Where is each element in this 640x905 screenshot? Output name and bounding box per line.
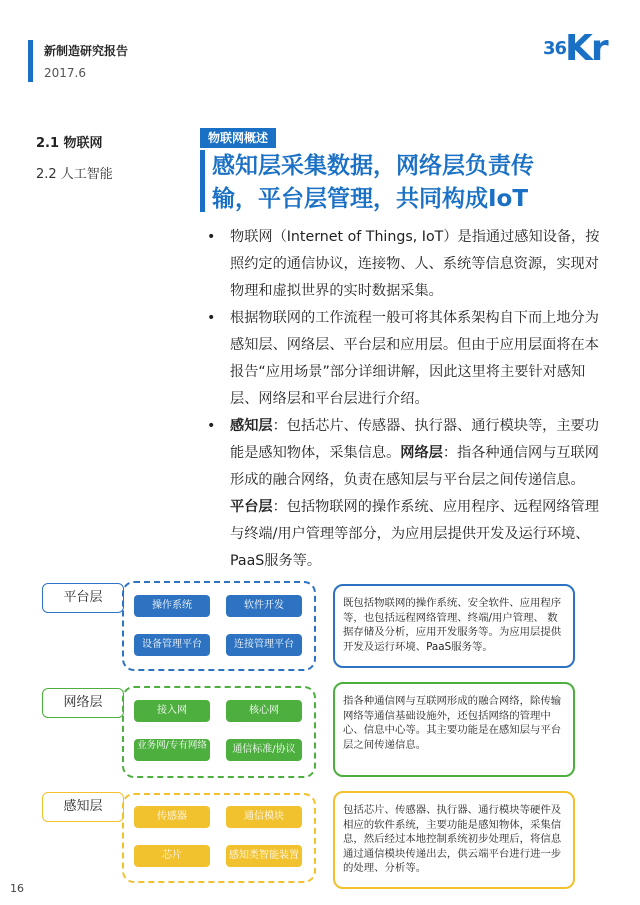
bullet-text: 物联网（Internet of Things, IoT）是指通过感知设备，按照约定的通信协议，连接物、人、系统等信息资源，实现对物理和虚拟世界的实时数据采集。 [230, 229, 600, 299]
def-network: ：指各种通信网与互联网形成的融合网络，负责在感知层与平台层之间传递信息。 [230, 445, 599, 488]
headline-line-1: 感知层采集数据，网络层负责传 [212, 153, 534, 179]
chip-sensor: 传感器 [134, 806, 210, 828]
chip-comm-standards: 通信标准/协议 [226, 739, 302, 761]
bullet-item [205, 305, 600, 413]
term-network: 网络层 [400, 445, 443, 461]
bullet-item [205, 224, 600, 305]
headline-accent-bar [200, 150, 205, 212]
headline-line-2: 输，平台层管理，共同构成IoT [212, 186, 529, 212]
header-accent-bar [28, 40, 33, 82]
platform-layer-label: 平台层 [42, 583, 124, 613]
def-perception: ：包括芯片、传感器、执行器、通行模块等，主要功能是感知物体，采集信息。 [230, 418, 599, 461]
bullet-dot-icon: • [207, 310, 216, 326]
logo-number: 36 [543, 38, 567, 59]
logo-letters: Kr [565, 28, 607, 69]
bullet-dot-icon: • [207, 229, 216, 245]
bullet-dot-icon: • [207, 418, 216, 434]
toc-item-iot[interactable]: 2.1 物联网 [36, 136, 103, 151]
chip-access-network: 接入网 [134, 700, 210, 722]
perception-layer-description: 包括芯片、传感器、执行器、通行模块等硬件及相应的软件系统，主要功能是感知物体，采集信息，然后经过本地控制系统初步处理后，将信息通过通信模块传递出去，供云端平台进行进一步的处理、分析等。 [333, 791, 575, 889]
chip-software-dev: 软件开发 [226, 595, 302, 617]
chip-comm-module: 通信模块 [226, 806, 302, 828]
def-platform: ：包括物联网的操作系统、应用程序、远程网络管理与终端/用户管理等部分，为应用层提供开发及运行环境、PaaS服务等。 [230, 499, 599, 569]
bullet-text: 根据物联网的工作流程一般可将其体系架构自下而上地分为感知层、网络层、平台层和应用层。但由于应用层面将在本报告“应用场景”部分详细讲解，因此这里将主要针对感知层、网络层和平台层进行介绍。 [230, 310, 599, 407]
platform-layer-description: 既包括物联网的操作系统、安全软件、应用程序等，也包括远程网络管理、终端/用户管理、 数据存储及分析，应用开发服务等。为应用层提供开发及运行环境、PaaS服务等。 [333, 584, 575, 668]
report-date: 2017.6 [44, 66, 86, 80]
chip-smart-device: 感知类智能装置 [226, 845, 302, 867]
report-title: 新制造研究报告 [44, 44, 129, 58]
section-headline [212, 150, 602, 216]
chip-business-network: 业务网/专有网络 [134, 739, 210, 761]
term-perception: 感知层 [230, 418, 273, 434]
toc-item-ai[interactable]: 2.2 人工智能 [36, 167, 113, 182]
perception-layer-label: 感知层 [42, 792, 124, 822]
chip-device-mgmt: 设备管理平台 [134, 634, 210, 656]
network-layer-label: 网络层 [42, 688, 124, 718]
chip-core-network: 核心网 [226, 700, 302, 722]
section-tag: 物联网概述 [200, 128, 276, 148]
network-layer-description: 指各种通信网与互联网形成的融合网络，除传输网络等通信基础设施外，还包括网络的管理中心、信息中心等。其主要功能是在感知层与平台层之间传递信息。 [333, 682, 575, 777]
page-number: 16 [10, 882, 24, 895]
bullet-item [205, 413, 600, 575]
term-platform: 平台层 [230, 499, 273, 515]
chip-chip: 芯片 [134, 845, 210, 867]
brand-logo [543, 28, 621, 76]
chip-connection-mgmt: 连接管理平台 [226, 634, 302, 656]
bullet-list [205, 224, 600, 575]
chip-os: 操作系统 [134, 595, 210, 617]
